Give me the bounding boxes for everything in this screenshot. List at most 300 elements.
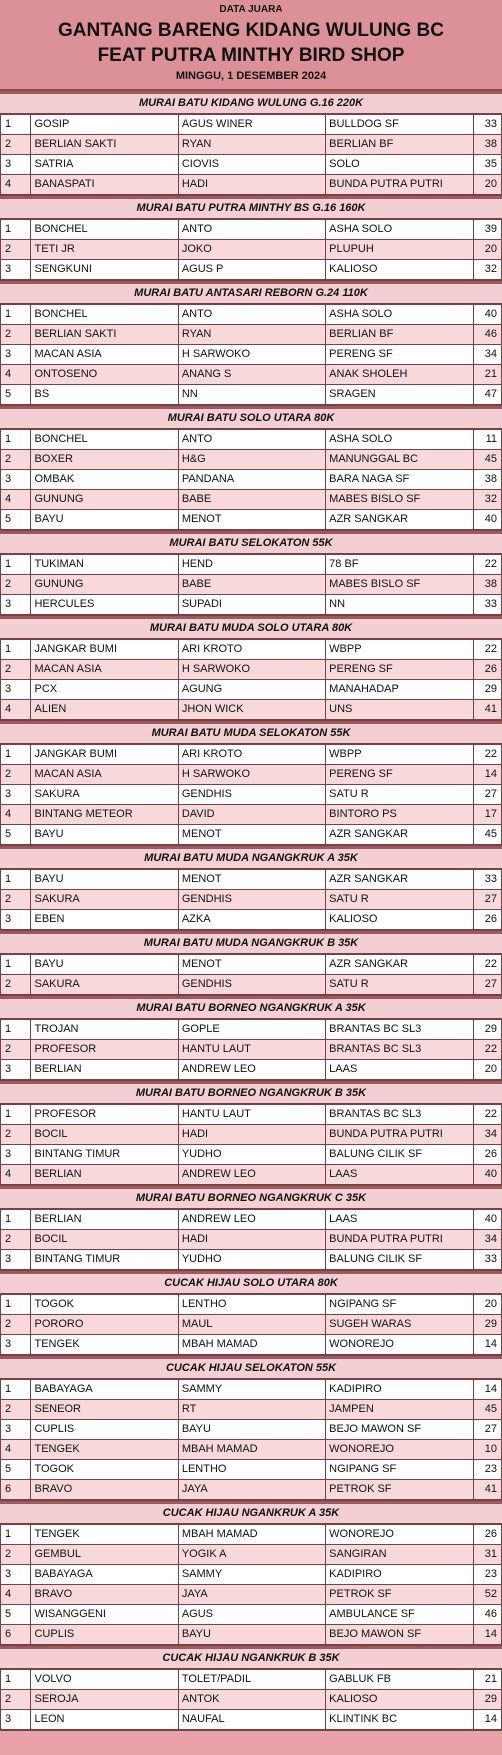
score-cell: 29 bbox=[473, 1690, 501, 1710]
team-name-cell: PETROK SF bbox=[326, 1480, 473, 1500]
team-name-cell: SATU R bbox=[326, 890, 473, 910]
rank-cell: 1 bbox=[1, 430, 31, 450]
bird-name-cell: CUPLIS bbox=[31, 1625, 178, 1645]
category-title: CUCAK HIJAU NGANKRUK A 35K bbox=[0, 1501, 502, 1524]
owner-name-cell: LENTHO bbox=[178, 1295, 325, 1315]
team-name-cell: NGIPANG SF bbox=[326, 1295, 473, 1315]
score-cell: 27 bbox=[473, 785, 501, 805]
score-cell: 40 bbox=[473, 1165, 501, 1185]
bird-name-cell: TENGEK bbox=[31, 1440, 178, 1460]
score-cell: 23 bbox=[473, 1460, 501, 1480]
table-row bbox=[1, 220, 502, 240]
score-cell: 34 bbox=[473, 1230, 501, 1250]
bird-name-cell: BAYU bbox=[31, 870, 178, 890]
table-row bbox=[1, 745, 502, 765]
results-sections bbox=[0, 91, 502, 1731]
score-cell: 46 bbox=[473, 1605, 501, 1625]
table-row bbox=[1, 470, 502, 490]
table-row bbox=[1, 1605, 502, 1625]
owner-name-cell: BAYU bbox=[178, 1420, 325, 1440]
team-name-cell: BALUNG CILIK SF bbox=[326, 1145, 473, 1165]
category-section bbox=[0, 616, 502, 721]
rank-cell: 2 bbox=[1, 765, 31, 785]
table-row bbox=[1, 1690, 502, 1710]
table-row bbox=[1, 975, 502, 995]
table-row bbox=[1, 115, 502, 135]
results-table bbox=[0, 1019, 502, 1080]
owner-name-cell: BAYU bbox=[178, 1625, 325, 1645]
team-name-cell: SRAGEN bbox=[326, 385, 473, 405]
bird-name-cell: SAKURA bbox=[31, 785, 178, 805]
category-title: MURAI BATU MUDA SELOKATON 55K bbox=[0, 721, 502, 744]
score-cell: 52 bbox=[473, 1585, 501, 1605]
rank-cell: 1 bbox=[1, 1670, 31, 1690]
team-name-cell: AZR SANGKAR bbox=[326, 955, 473, 975]
team-name-cell: ASHA SOLO bbox=[326, 430, 473, 450]
owner-name-cell: MBAH MAMAD bbox=[178, 1335, 325, 1355]
rank-cell: 3 bbox=[1, 1420, 31, 1440]
team-name-cell: BARA NAGA SF bbox=[326, 470, 473, 490]
score-cell: 26 bbox=[473, 1525, 501, 1545]
owner-name-cell: YUDHO bbox=[178, 1250, 325, 1270]
bird-name-cell: EBEN bbox=[31, 910, 178, 930]
owner-name-cell: ANDREW LEO bbox=[178, 1210, 325, 1230]
table-row bbox=[1, 1420, 502, 1440]
owner-name-cell: H&G bbox=[178, 450, 325, 470]
rank-cell: 2 bbox=[1, 1400, 31, 1420]
rank-cell: 4 bbox=[1, 1585, 31, 1605]
table-row bbox=[1, 385, 502, 405]
team-name-cell: SANGIRAN bbox=[326, 1545, 473, 1565]
owner-name-cell: HANTU LAUT bbox=[178, 1040, 325, 1060]
table-row bbox=[1, 1250, 502, 1270]
table-row bbox=[1, 135, 502, 155]
score-cell: 14 bbox=[473, 1710, 501, 1730]
bird-name-cell: SAKURA bbox=[31, 975, 178, 995]
score-cell: 35 bbox=[473, 155, 501, 175]
score-cell: 20 bbox=[473, 175, 501, 195]
category-title: MURAI BATU MUDA NGANGKRUK A 35K bbox=[0, 846, 502, 869]
rank-cell: 2 bbox=[1, 450, 31, 470]
table-row bbox=[1, 595, 502, 615]
bird-name-cell: SEROJA bbox=[31, 1690, 178, 1710]
owner-name-cell: ARI KROTO bbox=[178, 640, 325, 660]
rank-cell: 1 bbox=[1, 870, 31, 890]
team-name-cell: KALIOSO bbox=[326, 260, 473, 280]
bird-name-cell: BAYU bbox=[31, 510, 178, 530]
category-title: MURAI BATU ANTASARI REBORN G.24 110K bbox=[0, 281, 502, 304]
rank-cell: 2 bbox=[1, 1040, 31, 1060]
results-table bbox=[0, 1209, 502, 1270]
rank-cell: 2 bbox=[1, 890, 31, 910]
rank-cell: 2 bbox=[1, 1315, 31, 1335]
owner-name-cell: ANANG S bbox=[178, 365, 325, 385]
sheet-subtitle: DATA JUARA bbox=[219, 4, 283, 15]
owner-name-cell: CIOVIS bbox=[178, 155, 325, 175]
score-cell: 22 bbox=[473, 1040, 501, 1060]
bird-name-cell: BERLIAN bbox=[31, 1210, 178, 1230]
bird-name-cell: HERCULES bbox=[31, 595, 178, 615]
table-row bbox=[1, 765, 502, 785]
team-name-cell: AZR SANGKAR bbox=[326, 510, 473, 530]
owner-name-cell: HEND bbox=[178, 555, 325, 575]
bird-name-cell: ALIEN bbox=[31, 700, 178, 720]
table-row bbox=[1, 785, 502, 805]
score-cell: 34 bbox=[473, 1125, 501, 1145]
bird-name-cell: PORORO bbox=[31, 1315, 178, 1335]
rank-cell: 3 bbox=[1, 910, 31, 930]
table-row bbox=[1, 555, 502, 575]
category-section bbox=[0, 406, 502, 531]
owner-name-cell: BABE bbox=[178, 490, 325, 510]
rank-cell: 1 bbox=[1, 955, 31, 975]
owner-name-cell: MBAH MAMAD bbox=[178, 1525, 325, 1545]
bird-name-cell: BABAYAGA bbox=[31, 1565, 178, 1585]
owner-name-cell: HANTU LAUT bbox=[178, 1105, 325, 1125]
table-row bbox=[1, 1625, 502, 1645]
team-name-cell: BUNDA PUTRA PUTRI bbox=[326, 1125, 473, 1145]
owner-name-cell: GOPLE bbox=[178, 1020, 325, 1040]
results-table bbox=[0, 1524, 502, 1645]
score-cell: 45 bbox=[473, 825, 501, 845]
table-row bbox=[1, 240, 502, 260]
rank-cell: 3 bbox=[1, 470, 31, 490]
rank-cell: 3 bbox=[1, 595, 31, 615]
team-name-cell: SUGEH WARAS bbox=[326, 1315, 473, 1335]
sheet-title-line-1: GANTANG BARENG KIDANG WULUNG BC bbox=[58, 20, 444, 41]
owner-name-cell: HADI bbox=[178, 175, 325, 195]
table-row bbox=[1, 1440, 502, 1460]
category-section bbox=[0, 1081, 502, 1186]
rank-cell: 3 bbox=[1, 1710, 31, 1730]
team-name-cell: SATU R bbox=[326, 785, 473, 805]
rank-cell: 1 bbox=[1, 1295, 31, 1315]
bird-name-cell: JANGKAR BUMI bbox=[31, 640, 178, 660]
score-cell: 33 bbox=[473, 870, 501, 890]
rank-cell: 2 bbox=[1, 1125, 31, 1145]
results-table bbox=[0, 639, 502, 720]
rank-cell: 1 bbox=[1, 745, 31, 765]
owner-name-cell: RT bbox=[178, 1400, 325, 1420]
table-row bbox=[1, 1210, 502, 1230]
table-row bbox=[1, 890, 502, 910]
table-row bbox=[1, 1380, 502, 1400]
score-cell: 38 bbox=[473, 575, 501, 595]
score-cell: 41 bbox=[473, 700, 501, 720]
owner-name-cell: YOGIK A bbox=[178, 1545, 325, 1565]
rank-cell: 2 bbox=[1, 135, 31, 155]
bird-name-cell: BANASPATI bbox=[31, 175, 178, 195]
score-cell: 11 bbox=[473, 430, 501, 450]
owner-name-cell: RYAN bbox=[178, 135, 325, 155]
table-row bbox=[1, 1710, 502, 1730]
table-row bbox=[1, 490, 502, 510]
score-cell: 29 bbox=[473, 1020, 501, 1040]
rank-cell: 2 bbox=[1, 1230, 31, 1250]
results-table bbox=[0, 554, 502, 615]
team-name-cell: BRANTAS BC SL3 bbox=[326, 1040, 473, 1060]
team-name-cell: BALUNG CILIK SF bbox=[326, 1250, 473, 1270]
score-cell: 22 bbox=[473, 745, 501, 765]
score-cell: 21 bbox=[473, 1670, 501, 1690]
bird-name-cell: TETI JR bbox=[31, 240, 178, 260]
score-cell: 26 bbox=[473, 1145, 501, 1165]
owner-name-cell: AGUNG bbox=[178, 680, 325, 700]
rank-cell: 5 bbox=[1, 385, 31, 405]
bird-name-cell: TENGEK bbox=[31, 1525, 178, 1545]
table-row bbox=[1, 660, 502, 680]
rank-cell: 3 bbox=[1, 1335, 31, 1355]
team-name-cell: ANAK SHOLEH bbox=[326, 365, 473, 385]
team-name-cell: MABES BISLO SF bbox=[326, 575, 473, 595]
bird-name-cell: JANGKAR BUMI bbox=[31, 745, 178, 765]
owner-name-cell: GENDHIS bbox=[178, 785, 325, 805]
rank-cell: 4 bbox=[1, 700, 31, 720]
table-row bbox=[1, 260, 502, 280]
team-name-cell: KALIOSO bbox=[326, 1690, 473, 1710]
owner-name-cell: LENTHO bbox=[178, 1460, 325, 1480]
category-section bbox=[0, 531, 502, 616]
rank-cell: 4 bbox=[1, 490, 31, 510]
score-cell: 27 bbox=[473, 1420, 501, 1440]
bird-name-cell: SENGKUNI bbox=[31, 260, 178, 280]
score-cell: 22 bbox=[473, 640, 501, 660]
category-section bbox=[0, 721, 502, 846]
team-name-cell: 78 BF bbox=[326, 555, 473, 575]
score-cell: 39 bbox=[473, 220, 501, 240]
bird-name-cell: TOGOK bbox=[31, 1295, 178, 1315]
sheet-footer bbox=[0, 1731, 502, 1743]
rank-cell: 3 bbox=[1, 785, 31, 805]
bird-name-cell: LEON bbox=[31, 1710, 178, 1730]
bird-name-cell: GEMBUL bbox=[31, 1545, 178, 1565]
category-title: MURAI BATU BORNEO NGANGKRUK C 35K bbox=[0, 1186, 502, 1209]
owner-name-cell: AGUS bbox=[178, 1605, 325, 1625]
category-section bbox=[0, 1356, 502, 1501]
owner-name-cell: TOLET/PADIL bbox=[178, 1670, 325, 1690]
score-cell: 23 bbox=[473, 1565, 501, 1585]
team-name-cell: MABES BISLO SF bbox=[326, 490, 473, 510]
category-title: MURAI BATU PUTRA MINTHY BS G.16 160K bbox=[0, 196, 502, 219]
bird-name-cell: BINTANG TIMUR bbox=[31, 1145, 178, 1165]
score-cell: 26 bbox=[473, 910, 501, 930]
score-cell: 27 bbox=[473, 975, 501, 995]
bird-name-cell: BINTANG METEOR bbox=[31, 805, 178, 825]
score-cell: 14 bbox=[473, 1625, 501, 1645]
team-name-cell: BRANTAS BC SL3 bbox=[326, 1020, 473, 1040]
rank-cell: 4 bbox=[1, 1440, 31, 1460]
table-row bbox=[1, 365, 502, 385]
score-cell: 40 bbox=[473, 305, 501, 325]
score-cell: 32 bbox=[473, 260, 501, 280]
owner-name-cell: MAUL bbox=[178, 1315, 325, 1335]
team-name-cell: WONOREJO bbox=[326, 1440, 473, 1460]
table-row bbox=[1, 175, 502, 195]
results-table bbox=[0, 1669, 502, 1730]
rank-cell: 1 bbox=[1, 1525, 31, 1545]
score-cell: 46 bbox=[473, 325, 501, 345]
rank-cell: 3 bbox=[1, 680, 31, 700]
bird-name-cell: BOXER bbox=[31, 450, 178, 470]
team-name-cell: AMBULANCE SF bbox=[326, 1605, 473, 1625]
rank-cell: 4 bbox=[1, 805, 31, 825]
results-table bbox=[0, 954, 502, 995]
table-row bbox=[1, 700, 502, 720]
table-row bbox=[1, 1020, 502, 1040]
bird-name-cell: SENEOR bbox=[31, 1400, 178, 1420]
category-section bbox=[0, 846, 502, 931]
bird-name-cell: BOCIL bbox=[31, 1230, 178, 1250]
score-cell: 21 bbox=[473, 365, 501, 385]
bird-name-cell: PCX bbox=[31, 680, 178, 700]
rank-cell: 6 bbox=[1, 1480, 31, 1500]
bird-name-cell: BRAVO bbox=[31, 1585, 178, 1605]
table-row bbox=[1, 1480, 502, 1500]
rank-cell: 1 bbox=[1, 305, 31, 325]
rank-cell: 3 bbox=[1, 345, 31, 365]
sheet-title-line-2: FEAT PUTRA MINTHY BIRD SHOP bbox=[97, 45, 405, 66]
score-cell: 17 bbox=[473, 805, 501, 825]
category-section bbox=[0, 931, 502, 996]
bird-name-cell: MACAN ASIA bbox=[31, 765, 178, 785]
team-name-cell: PETROK SF bbox=[326, 1585, 473, 1605]
sheet-date: MINGGU, 1 DESEMBER 2024 bbox=[175, 70, 327, 82]
score-cell: 27 bbox=[473, 890, 501, 910]
category-section bbox=[0, 196, 502, 281]
score-cell: 20 bbox=[473, 240, 501, 260]
rank-cell: 2 bbox=[1, 240, 31, 260]
category-section bbox=[0, 91, 502, 196]
team-name-cell: BEJO MAWON SF bbox=[326, 1420, 473, 1440]
table-row bbox=[1, 1565, 502, 1585]
bird-name-cell: BONCHEL bbox=[31, 305, 178, 325]
owner-name-cell: GENDHIS bbox=[178, 975, 325, 995]
team-name-cell: ASHA SOLO bbox=[326, 305, 473, 325]
table-row bbox=[1, 1105, 502, 1125]
results-table bbox=[0, 429, 502, 530]
bird-name-cell: SAKURA bbox=[31, 890, 178, 910]
rank-cell: 6 bbox=[1, 1625, 31, 1645]
category-section bbox=[0, 1501, 502, 1646]
table-row bbox=[1, 1040, 502, 1060]
owner-name-cell: NN bbox=[178, 385, 325, 405]
team-name-cell: BERLIAN BF bbox=[326, 325, 473, 345]
table-row bbox=[1, 305, 502, 325]
owner-name-cell: H SARWOKO bbox=[178, 345, 325, 365]
results-table bbox=[0, 219, 502, 280]
rank-cell: 3 bbox=[1, 1250, 31, 1270]
bird-name-cell: PROFESOR bbox=[31, 1105, 178, 1125]
table-row bbox=[1, 825, 502, 845]
table-row bbox=[1, 1165, 502, 1185]
rank-cell: 4 bbox=[1, 365, 31, 385]
bird-name-cell: SATRIA bbox=[31, 155, 178, 175]
category-section bbox=[0, 1186, 502, 1271]
owner-name-cell: ARI KROTO bbox=[178, 745, 325, 765]
team-name-cell: WONOREJO bbox=[326, 1335, 473, 1355]
category-title: MURAI BATU BORNEO NGANGKRUK B 35K bbox=[0, 1081, 502, 1104]
owner-name-cell: DAVID bbox=[178, 805, 325, 825]
table-row bbox=[1, 1060, 502, 1080]
owner-name-cell: SAMMY bbox=[178, 1565, 325, 1585]
bird-name-cell: BERLIAN bbox=[31, 1165, 178, 1185]
owner-name-cell: ANTOK bbox=[178, 1690, 325, 1710]
table-row bbox=[1, 430, 502, 450]
score-cell: 40 bbox=[473, 510, 501, 530]
category-title: MURAI BATU BORNEO NGANGKRUK A 35K bbox=[0, 996, 502, 1019]
table-row bbox=[1, 1335, 502, 1355]
table-row bbox=[1, 325, 502, 345]
owner-name-cell: PANDANA bbox=[178, 470, 325, 490]
bird-name-cell: ONTOSENO bbox=[31, 365, 178, 385]
bird-name-cell: MACAN ASIA bbox=[31, 660, 178, 680]
rank-cell: 1 bbox=[1, 1380, 31, 1400]
bird-name-cell: GUNUNG bbox=[31, 490, 178, 510]
table-row bbox=[1, 1670, 502, 1690]
rank-cell: 1 bbox=[1, 555, 31, 575]
score-cell: 29 bbox=[473, 680, 501, 700]
table-row bbox=[1, 910, 502, 930]
category-title: MURAI BATU MUDA SOLO UTARA 80K bbox=[0, 616, 502, 639]
score-cell: 10 bbox=[473, 1440, 501, 1460]
team-name-cell: AZR SANGKAR bbox=[326, 870, 473, 890]
table-row bbox=[1, 805, 502, 825]
table-row bbox=[1, 575, 502, 595]
sheet-header bbox=[0, 0, 502, 91]
team-name-cell: LAAS bbox=[326, 1165, 473, 1185]
bird-name-cell: BERLIAN bbox=[31, 1060, 178, 1080]
bird-name-cell: BRAVO bbox=[31, 1480, 178, 1500]
rank-cell: 2 bbox=[1, 1545, 31, 1565]
bird-name-cell: GUNUNG bbox=[31, 575, 178, 595]
table-row bbox=[1, 870, 502, 890]
table-row bbox=[1, 1315, 502, 1335]
team-name-cell: BERLIAN BF bbox=[326, 135, 473, 155]
table-row bbox=[1, 1145, 502, 1165]
owner-name-cell: ANTO bbox=[178, 430, 325, 450]
owner-name-cell: ANDREW LEO bbox=[178, 1165, 325, 1185]
table-row bbox=[1, 1125, 502, 1145]
rank-cell: 1 bbox=[1, 1105, 31, 1125]
team-name-cell: NN bbox=[326, 595, 473, 615]
score-cell: 26 bbox=[473, 660, 501, 680]
rank-cell: 1 bbox=[1, 1210, 31, 1230]
team-name-cell: PERENG SF bbox=[326, 660, 473, 680]
team-name-cell: SATU R bbox=[326, 975, 473, 995]
owner-name-cell: YUDHO bbox=[178, 1145, 325, 1165]
owner-name-cell: H SARWOKO bbox=[178, 660, 325, 680]
score-cell: 22 bbox=[473, 555, 501, 575]
team-name-cell: KADIPIRO bbox=[326, 1380, 473, 1400]
table-row bbox=[1, 450, 502, 470]
owner-name-cell: JHON WICK bbox=[178, 700, 325, 720]
team-name-cell: AZR SANGKAR bbox=[326, 825, 473, 845]
results-table bbox=[0, 1379, 502, 1500]
team-name-cell: WBPP bbox=[326, 745, 473, 765]
table-row bbox=[1, 1400, 502, 1420]
bird-name-cell: BERLIAN SAKTI bbox=[31, 325, 178, 345]
results-table bbox=[0, 869, 502, 930]
score-cell: 33 bbox=[473, 115, 501, 135]
team-name-cell: BINTORO PS bbox=[326, 805, 473, 825]
rank-cell: 1 bbox=[1, 640, 31, 660]
category-section bbox=[0, 1646, 502, 1731]
owner-name-cell: MENOT bbox=[178, 955, 325, 975]
category-title: CUCAK HIJAU SOLO UTARA 80K bbox=[0, 1271, 502, 1294]
category-title: MURAI BATU MUDA NGANGKRUK B 35K bbox=[0, 931, 502, 954]
owner-name-cell: AZKA bbox=[178, 910, 325, 930]
owner-name-cell: MENOT bbox=[178, 825, 325, 845]
